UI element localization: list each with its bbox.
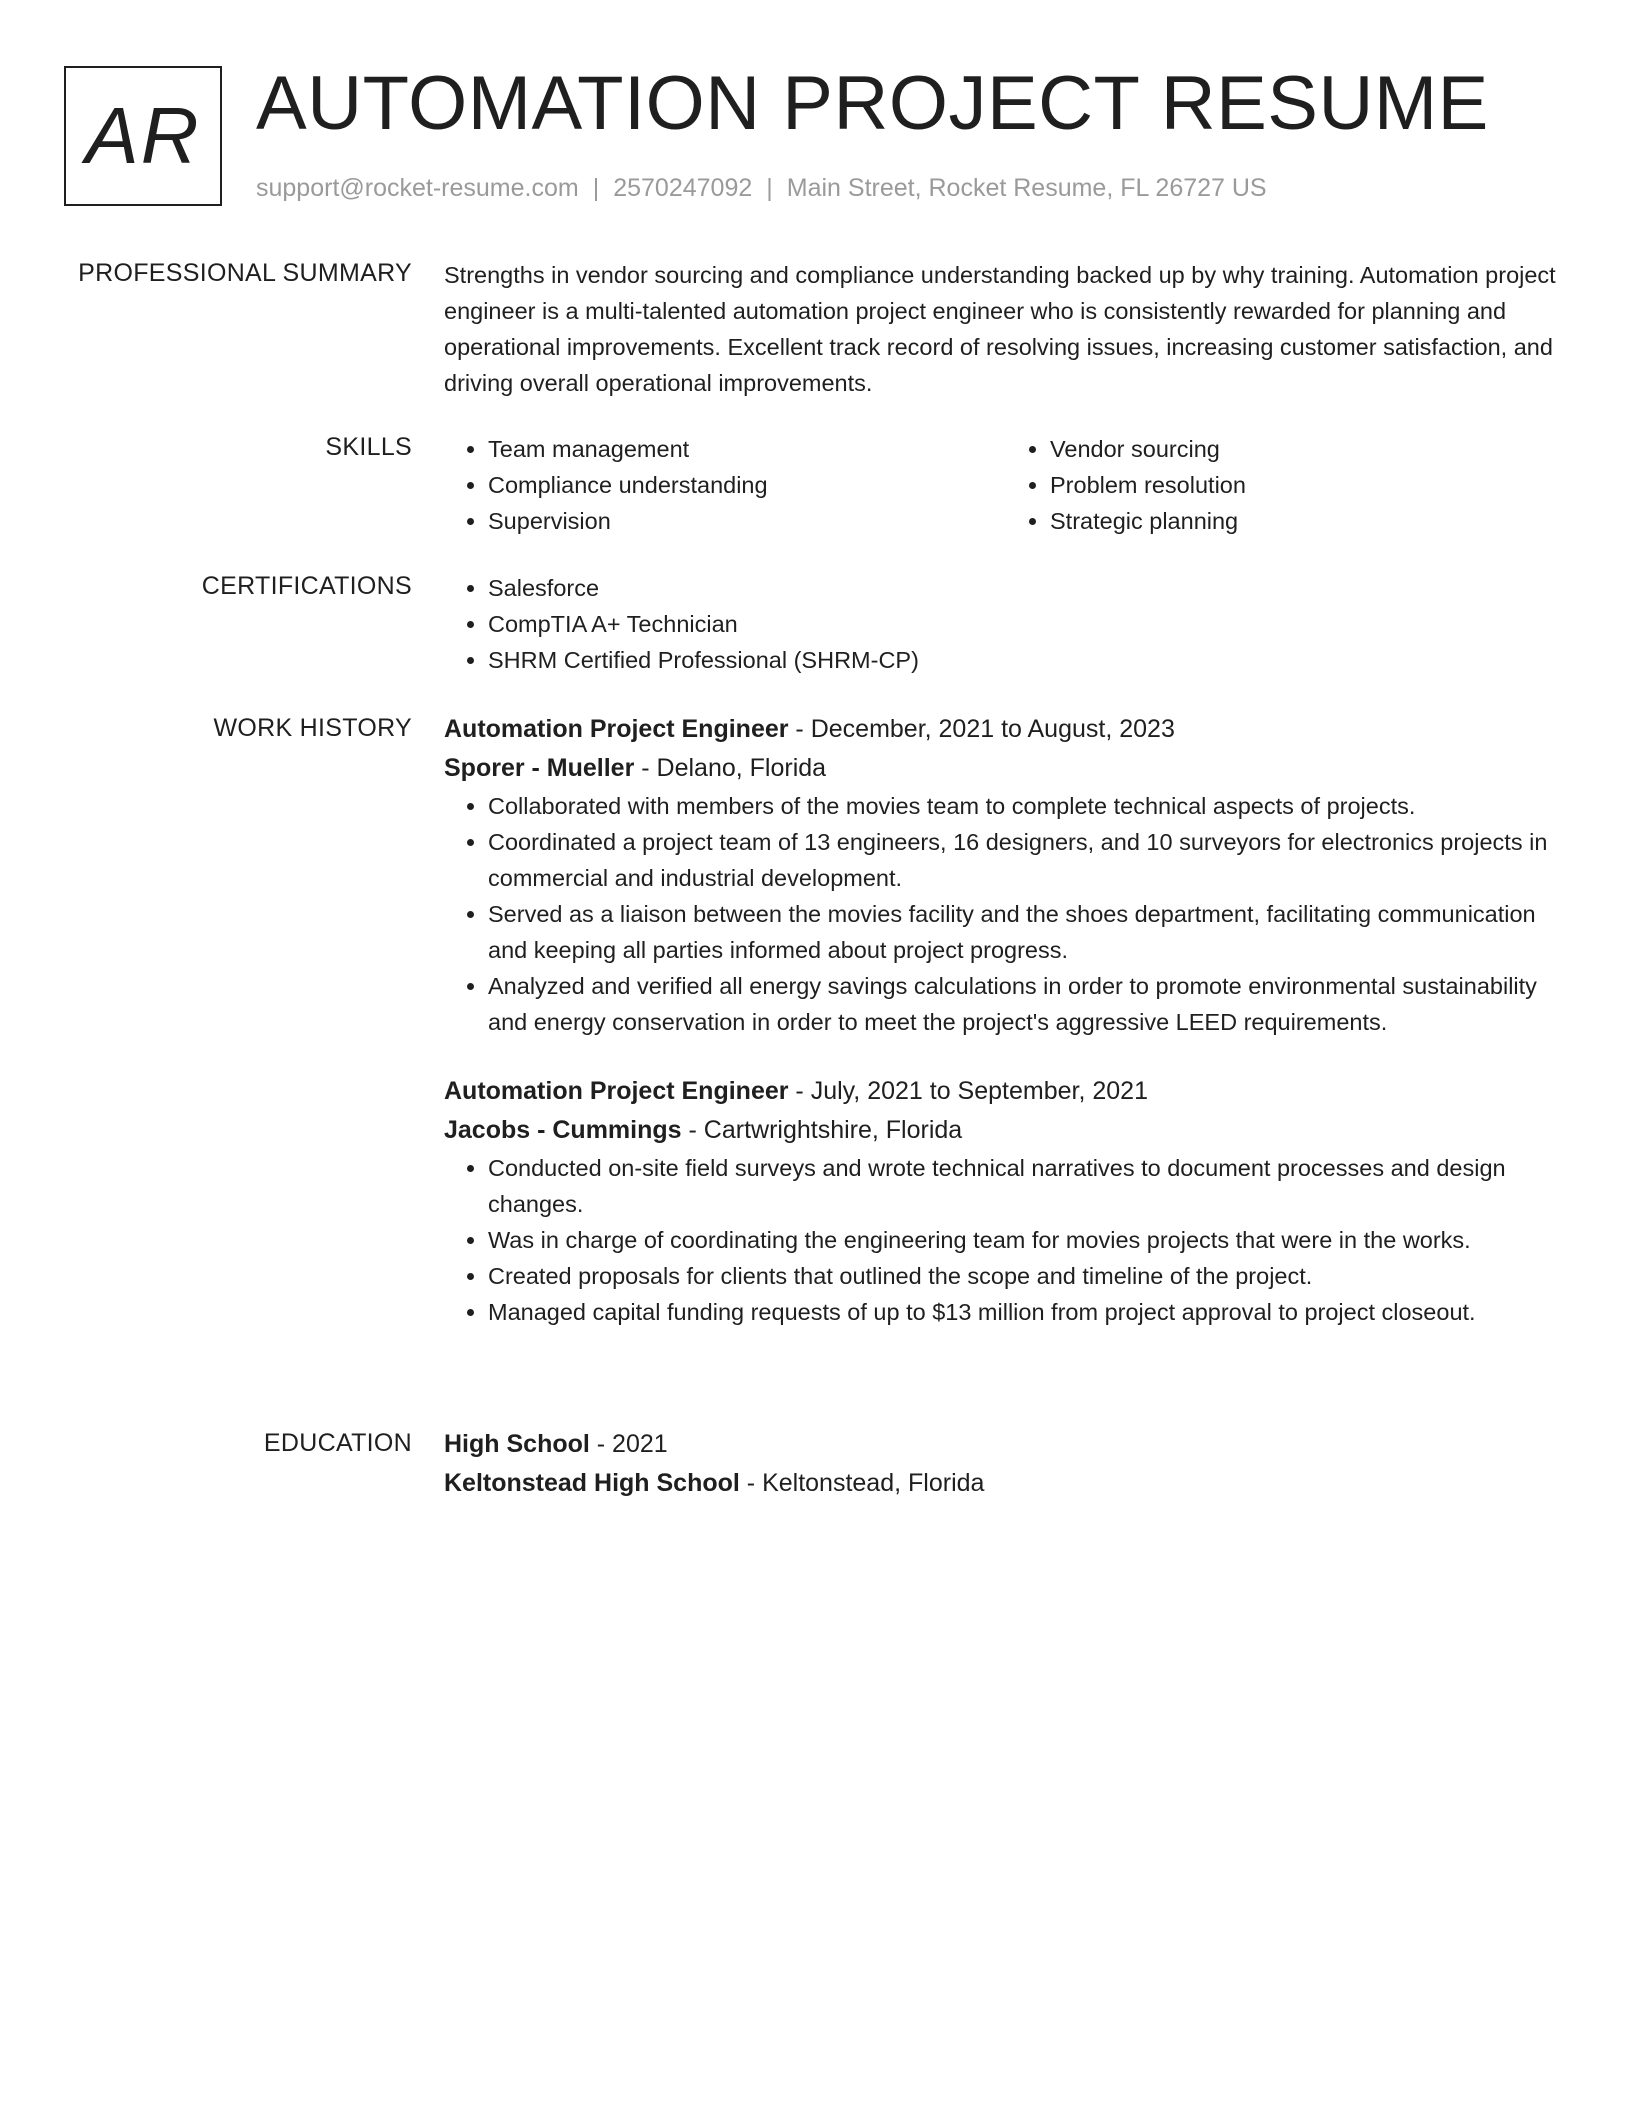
certifications-heading: CERTIFICATIONS	[201, 572, 412, 600]
list-item: • Managed capital funding requests of up to $13 million from project approval to project closeout.	[488, 1294, 1568, 1330]
education-school: Keltonstead High School	[444, 1469, 740, 1497]
job-title-line	[444, 710, 1568, 749]
list-item: • Coordinated a project team of 13 engineers, 16 designers, and 10 surveyors for electronics projects in commercial and industrial development.	[488, 824, 1568, 896]
job-location: - Cartwrightshire, Florida	[681, 1116, 963, 1144]
work-history-heading: WORK HISTORY	[213, 714, 412, 742]
education-year: - 2021	[589, 1430, 668, 1458]
page-title: AUTOMATION PROJECT RESUME	[256, 61, 1489, 146]
job-company-line	[444, 1111, 1568, 1150]
job-entry	[444, 1072, 1568, 1330]
list-item: • Was in charge of coordinating the engineering team for movies projects that were in the works.	[488, 1222, 1568, 1258]
summary-heading: PROFESSIONAL SUMMARY	[78, 259, 412, 287]
work-history-content	[444, 710, 1568, 1330]
list-item: • Strategic planning	[1050, 503, 1568, 539]
job-bullet-list	[444, 788, 1568, 1040]
summary-content	[444, 257, 1568, 401]
education-content	[444, 1425, 1568, 1503]
list-item: • SHRM Certified Professional (SHRM-CP)	[488, 642, 1568, 678]
list-item: • Team management	[488, 431, 1006, 467]
skills-heading: SKILLS	[325, 433, 412, 461]
contact-email[interactable]: support@rocket-resume.com	[256, 174, 579, 202]
job-company: Jacobs - Cummings	[444, 1116, 682, 1144]
contact-separator: |	[766, 174, 773, 202]
education-heading: EDUCATION	[263, 1429, 412, 1457]
job-dates: - July, 2021 to September, 2021	[788, 1077, 1148, 1105]
list-item: • Salesforce	[488, 570, 1568, 606]
education-school-line	[444, 1464, 1568, 1503]
list-item: • Collaborated with members of the movies team to complete technical aspects of projects.	[488, 788, 1568, 824]
job-location: - Delano, Florida	[634, 754, 827, 782]
list-item: • Problem resolution	[1050, 467, 1568, 503]
job-title-line	[444, 1072, 1568, 1111]
list-item: • Conducted on-site field surveys and wrote technical narratives to document processes and design changes.	[488, 1150, 1568, 1222]
summary-text: Strengths in vendor sourcing and compliance understanding backed up by why training. Automation project engineer is a multi-talented automation project engineer who is consistently rewarded for planning and operational improvements. Excellent track record of resolving issues, increasing customer satisfaction, and driving overall operational improvements.	[444, 262, 1556, 396]
list-item: • Analyzed and verified all energy savings calculations in order to promote environmental sustainability and energy conservation in order to meet the project's aggressive LEED requirements.	[488, 968, 1568, 1040]
monogram-logo: AR	[64, 66, 222, 206]
education-degree: High School	[444, 1430, 590, 1458]
list-item: • CompTIA A+ Technician	[488, 606, 1568, 642]
list-item: • Created proposals for clients that outlined the scope and timeline of the project.	[488, 1258, 1568, 1294]
list-item: • Served as a liaison between the movies facility and the shoes department, facilitating communication and keeping all parties informed about project progress.	[488, 896, 1568, 968]
certifications-list	[444, 570, 1568, 678]
resume-header	[64, 61, 1568, 211]
education-location: - Keltonstead, Florida	[739, 1469, 985, 1497]
skills-content	[444, 431, 1568, 539]
job-company: Sporer - Mueller	[444, 754, 635, 782]
skills-column-left	[444, 431, 1006, 539]
job-dates: - December, 2021 to August, 2023	[788, 715, 1175, 743]
contact-phone[interactable]: 2570247092	[613, 174, 753, 202]
contact-address: Main Street, Rocket Resume, FL 26727 US	[786, 174, 1267, 202]
list-item: • Supervision	[488, 503, 1006, 539]
contact-line	[256, 174, 1267, 203]
skills-column-right	[1006, 431, 1568, 539]
job-company-line	[444, 749, 1568, 788]
job-bullet-list	[444, 1150, 1568, 1330]
job-title: Automation Project Engineer	[444, 715, 789, 743]
list-item: • Compliance understanding	[488, 467, 1006, 503]
education-degree-line	[444, 1425, 1568, 1464]
certifications-content	[444, 570, 1568, 678]
list-item: • Vendor sourcing	[1050, 431, 1568, 467]
job-title: Automation Project Engineer	[444, 1077, 789, 1105]
contact-separator: |	[592, 174, 600, 202]
job-entry	[444, 710, 1568, 1040]
